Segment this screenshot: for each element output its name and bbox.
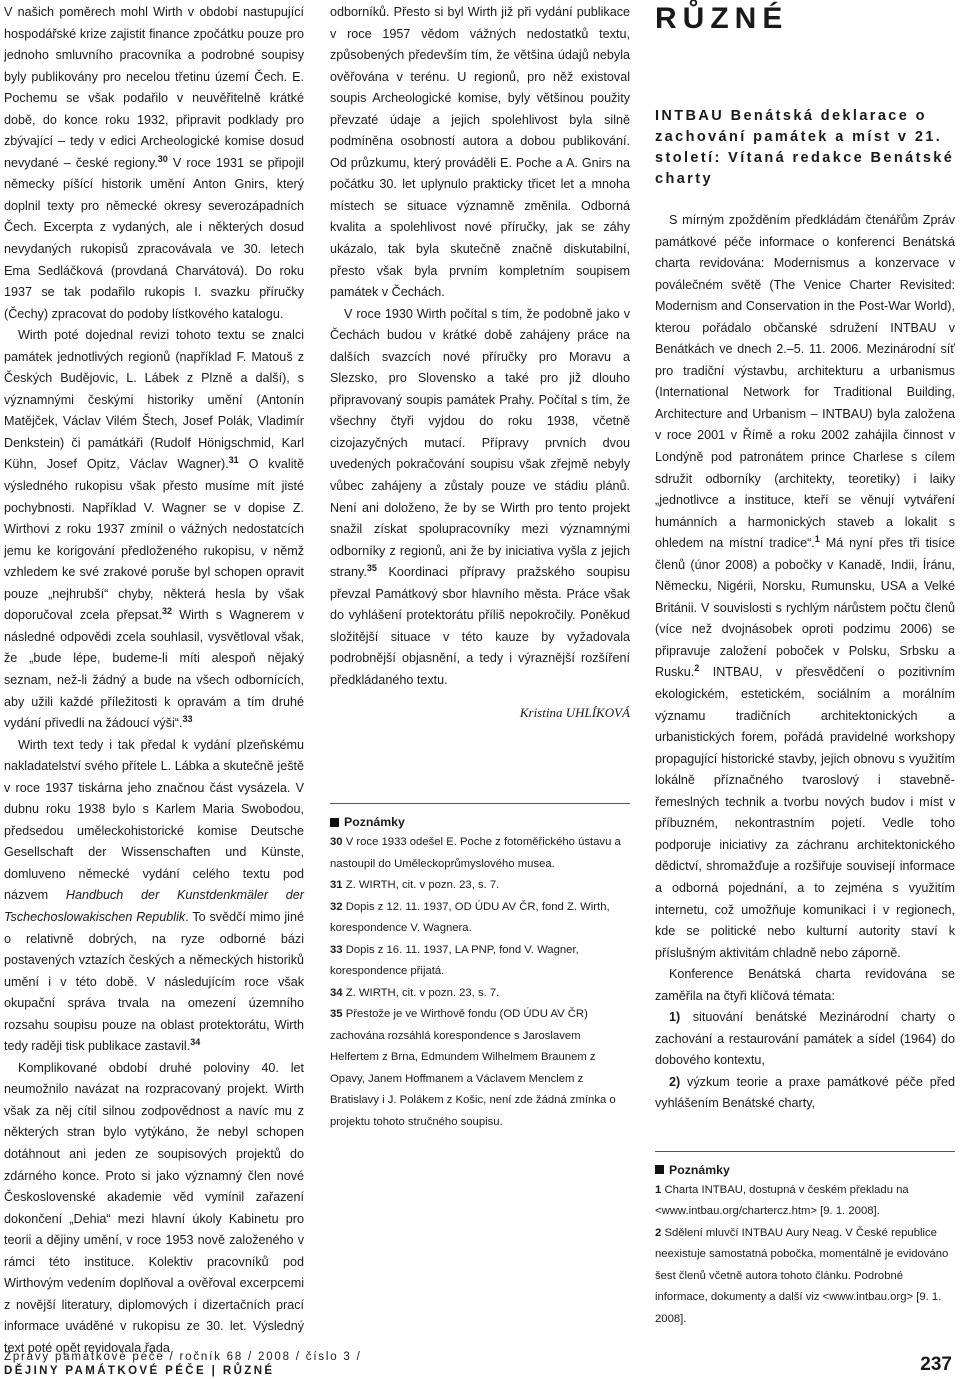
- notes-list: [655, 1180, 955, 1331]
- footnote-item: [330, 1004, 630, 1133]
- notes-heading: Poznámky: [655, 1160, 955, 1180]
- journal-info: Zprávy památkové péče / ročník 68 / 2008 / číslo 3 /: [4, 1351, 362, 1363]
- paragraph: Wirth text tedy i tak předal k vydání plzeňskému nakladatelství svého přítele L. Lábka a skutečně ještě v roce 1937 tiskárna jeho značnou část vysázela. V dubnu roku 1938 bylo s Karlem Maria Swobodou, předsedou uměleckohistorické komise Deutsche Gesellschaft der Wissenschaften und Künste, domluveno německé vydání celého textu pod názvem Handbuch der Kunstdenkmäler der Tschechoslowakischen Republik. To svědčí mimo jiné o relativně dobrých, na ryze odborné bázi postavených vztazích českých a německých historiků umění i v této době. V následujícím roce však okupační správa trvala na omezení územního rozsahu soupisu pouze na oblast protektorátu, Wirth tedy raději tisk publikace zastavil.$^{34}$: [4, 737, 304, 1054]
- footnote-text: Dopis z 16. 11. 1937, LA PNP, fond V. Wagner, korespondence přijatá.: [330, 943, 579, 978]
- list-item: 2) výzkum teorie a praxe památkové péče před vyhlášením Benátské charty,: [655, 1074, 955, 1111]
- notes-list: [330, 832, 630, 1133]
- footnote-ref[interactable]: 32: [161, 606, 172, 617]
- book-title: Handbuch der Kunstdenkmäler der Tschechoslowakischen Republik: [4, 888, 304, 924]
- section-title: RŮZNÉ: [655, 2, 789, 35]
- footnote-text: Dopis z 12. 11. 1937, OD ÚDU AV ČR, fond Z. Wirth, korespondence V. Wagnera.: [330, 900, 610, 935]
- footnote-item: [330, 983, 630, 1005]
- footnote-text: V roce 1933 odešel E. Poche z fotoměřického ústavu a nastoupil do Uměleckoprůmyslového musea.: [330, 836, 621, 870]
- footnote-text: Charta INTBAU, dostupná v českém překladu na <www.intbau.org/chartercz.htm> [9. 1. 2008].: [655, 1183, 909, 1218]
- square-bullet-icon: [655, 1165, 664, 1174]
- column-middle: [330, 2, 630, 1133]
- footnote-item: [330, 875, 630, 897]
- footnote-number: 32: [330, 900, 343, 913]
- footnote-number: 2: [655, 1226, 662, 1239]
- footnote-item: [330, 897, 630, 940]
- square-bullet-icon: [330, 818, 339, 827]
- footnote-item: [330, 832, 630, 875]
- author-signature: Kristina UHLÍKOVÁ: [519, 704, 630, 720]
- notes-heading: Poznámky: [330, 812, 630, 832]
- paragraph: Komplikované období druhé poloviny 40. let neumožnilo navázat na rozpracovaný projekt. Wirth však za něj cítil silnou zodpovědnost a navíc mu z některých stran bylo vytýkáno, že nebyl schopen dotáhnout ani jeden ze soupisových projektů do zdárného konce. Proto si jako významný člen nové Československé akademie věd vymínil zařazení dokončení „Dehia“ mezi hlavní úkoly Kabinetu pro teorii a dějiny umění, v roce 1953 nově založeného v rámci této instituce. Kolektiv pracovníků pod Wirthovým vedením doplňoval a ověřoval excerpcemi z novější literatury, diplomových i dizertačních prací informace uváděné v rukopisu ze 30. let. Výsledný text poté opět revidovala řada: [4, 1060, 304, 1355]
- paragraph: V našich poměrech mohl Wirth v období nastupující hospodářské krize zajistit finance zpočátku pouze pro jednoho smluvního pracovníka a podrobné soupisy byly publikovány pro necelou třetinu území Čech. E. Pochemu se však podařilo v neuvěřitelně krátké době, do konce roku 1932, připravit podklady pro zbývající – tedy v edici Archeologické komise dosud nevydané – české regiony.$^{30}$ V roce 1931 se připojil německy píšící historik umění Anton Gnirs, který doplnil texty pro německé okresy severozápadních Čech. Excerpta z vydaných, ale i některých dosud nevydaných rukopisů zpracovávala ve 30. letech Ema Sedláčková (provdaná Charvátová). Do roku 1937 se tak podařilo rukopis I. svazku příručky (Čechy) zpracovat do podoby lístkového katalogu.: [4, 5, 305, 321]
- paragraph: Wirth poté dojednal revizi tohoto textu se znalci památek jednotlivých regionů (například F. Matouš z Českých Budějovic, L. Lábek z Plzně a další), s významnými českými historiky umění (Antonín Matějček, Václav Vilém Štech, Josef Polák, Vladimír Denkstein) či památkáři (Rudolf Hönigschmid, Karl Kühn, Josef Opitz, Václav Wagner).$^{31}$ O kvalitě výsledného rukopisu však přesto musíme mít jisté pochybnosti. Například V. Wagner se v dopise Z. Wirthovi z roku 1937 zmínil o vážných nedostatcích jemu ke korigování předloženého rukopisu, v němž vzhledem ke své zrakové poruše byl schopen opravit pouze „nejhrubší“ chyby, některá hesla by však doporučoval zcela přepsat.$^{32}$ Wirth s Wagnerem v následné odpovědi zcela souhlasil, vysvětloval však, že „bude lépe, budeme-li míti alespoň nějaký seznam, než-li žádný a bude na všech odbornících, aby užili každé příležitosti k opravám a tím druhé vydání přivedli na žádoucí výši“.$^{33}$: [4, 328, 304, 731]
- page-footer: [4, 1350, 362, 1378]
- footnote-text: Z. WIRTH, cit. v pozn. 23, s. 7.: [345, 879, 500, 892]
- paragraph: S mírným zpožděním předkládám čtenářům Zpráv památkové péče informace o konferenci Benátská charta revidována: Modernismus a konzervace v poválečném světě (The Venice Charter Revisited: Modernism and Conservation in the Post-War World), kterou pořádalo občanské sdružení INTBAU v Benátkách ve dnech 2.–5. 11. 2006. Mezinárodní síť pro tradiční výstavbu, architekturu a urbanismus (International Network for Traditional Building, Architecture and Urbanism – INTBAU) byla založena v roce 2001 v Římě a roku 2002 zahájila činnost v Londýně pod patronátem prince Charlese s cílem sdružit odborníky (architekty, teoretiky) i laiky „jednotlivce a instituce, kteří se věnují vytváření humánních a harmonických staveb a lokalit s ohledem na místní tradice“.$^1$ Má nyní přes tři tisíce členů (únor 2008) a pobočky v Kanadě, Indii, Íránu, Německu, Nigérii, Norsku, Rumunsku, USA a Velké Británii. V souvislosti s rychlým nárůstem počtu členů (více než dvojnásobek oproti podzimu 2006) se připravuje založení poboček v Polsku, Srbsku a Rusku.$^2$ INTBAU, v přesvědčení o pozitivním ekologickém, estetickém, sociálním a morálním významu tradičních architektonických a urbanistických forem, pořádá pravidelné workshopy propagující historické stavby, jejich obnovu s využitím lokálně příznačného tvaroslový i stavebně-řemeslných technik a tvorbu nových budov i míst v příbuzném, nekontrastním pojetí. Vedle toho podporuje iniciativy za záchranu architektonického dědictví, shromažďuje a rozšiřuje souvisejí informace a odborná pojednání, a to zejména s využitím internetu, což umožňuje komunikaci i v regionech, kde se politické nebo kulturní autority staví k příslušným aktivitám chladně nebo záporně.: [655, 213, 955, 960]
- footnote-number: 35: [330, 1008, 343, 1021]
- footnote-item: [330, 940, 630, 983]
- footnote-number: 1: [655, 1183, 662, 1196]
- footnote-number: 31: [330, 879, 343, 892]
- column-left: [4, 2, 304, 1359]
- footnote-text: Sdělení mluvčí INTBAU Aury Neag. V České republice neexistuje samostatná pobočka, momentálně je evidováno šest členů včetně autora tohoto článku. Podrobné informace, dokumenty a další viz <www.intbau.org> [9. 1. 2008].: [655, 1226, 949, 1325]
- footnote-ref[interactable]: 30: [157, 153, 168, 164]
- footnote-item: [655, 1180, 955, 1223]
- footnote-ref[interactable]: 34: [190, 1037, 201, 1048]
- footnote-ref[interactable]: 2: [694, 663, 700, 674]
- paragraph: V roce 1930 Wirth počítal s tím, že podobně jako v Čechách budou v krátké době zahájeny práce na dalších svazcích nové příručky pro Moravu a Slezsko, pro Slovensko a také pro již dlouho připravovaný soupis památek Prahy. Počítal s tím, že všechny čtyři vyjdou do roku 1938, včetně cizojazyčných mutací. Přípravy prvních dvou uvedených pokračování soupisu však zřejmě nebyly vůbec zahájeny a zůstaly pouze ve stádiu plánů. Není ani doloženo, že by se Wirth pro tento projekt snažil získat spolupracovníky mezi významnými odborníky z regionů, ani že by iniciativa vyšla z jejich strany.$^{35}$ Koordinaci přípravy pražského soupisu převzal Památkový sbor hlavního města. Práce však do vyhlášení protektorátu příliš nepokročily. Poněkud složitější situace v této kauze by vyžadovala podrobnější objasnění, a tedy i výraznější rozšíření předkládaného textu.: [330, 306, 630, 687]
- article-title: INTBAU Benátská deklarace o zachování památek a míst v 21. století: Vítaná redakce Benátské charty: [655, 108, 955, 187]
- footnote-number: 33: [330, 943, 343, 956]
- footnote-number: 30: [330, 836, 343, 849]
- footnote-ref[interactable]: 31: [228, 455, 239, 466]
- footnote-ref[interactable]: 1: [814, 534, 820, 545]
- page-number: 237: [920, 1354, 952, 1375]
- paragraph: Konference Benátská charta revidována se zaměřila na čtyři klíčová témata:: [655, 967, 955, 1003]
- footnote-text: Z. WIRTH, cit. v pozn. 23, s. 7.: [345, 986, 500, 999]
- section-breadcrumb: DĚJINY PAMÁTKOVÉ PÉČE | RŮZNÉ: [4, 1365, 275, 1377]
- footnote-number: 34: [330, 986, 343, 999]
- column-right: [655, 2, 955, 1330]
- footnote-text: Přestože je ve Wirthově fondu (OD ÚDU AV ČR) zachována rozsáhlá korespondence s Jaroslavem Helfertem z Brna, Edmundem Wilhelmem Braunem z Opavy, Janem Hoffmanem a Václavem Menclem z Bratislavy i J. Polákem z Košic, není zde žádná zmínka o projektu tohoto stručného soupisu.: [330, 1008, 616, 1128]
- footnote-ref[interactable]: 35: [366, 563, 377, 574]
- footnote-ref[interactable]: 33: [182, 714, 193, 725]
- footnote-item: [655, 1223, 955, 1331]
- paragraph: odborníků. Přesto si byl Wirth již při vydání publikace v roce 1957 vědom vážných nedostatků textu, způsobených především tím, že většina údajů nebyla ověřována v terénu. U regionů, pro něž existoval soupis Archeologické komise, byly většinou použity převzaté údaje a jejich spolehlivost byla silně podmíněna osobností autora a dobou publikování. Od průzkumu, který prováděli E. Poche a A. Gnirs na počátku 30. let uplynulo prakticky třicet let a mnoha místech se situace významně změnila. Odborná kvalita a spolehlivost nové příručky, jak se záhy ukázalo, tak byla skutečně značně diskutabilní, přesto však byla prvním kompletním soupisem památek v Čechách.: [330, 5, 630, 300]
- list-item: 1) situování benátské Mezinárodní charty o zachování a restaurování památek a sídel (1964) do dobového kontextu,: [655, 1010, 955, 1068]
